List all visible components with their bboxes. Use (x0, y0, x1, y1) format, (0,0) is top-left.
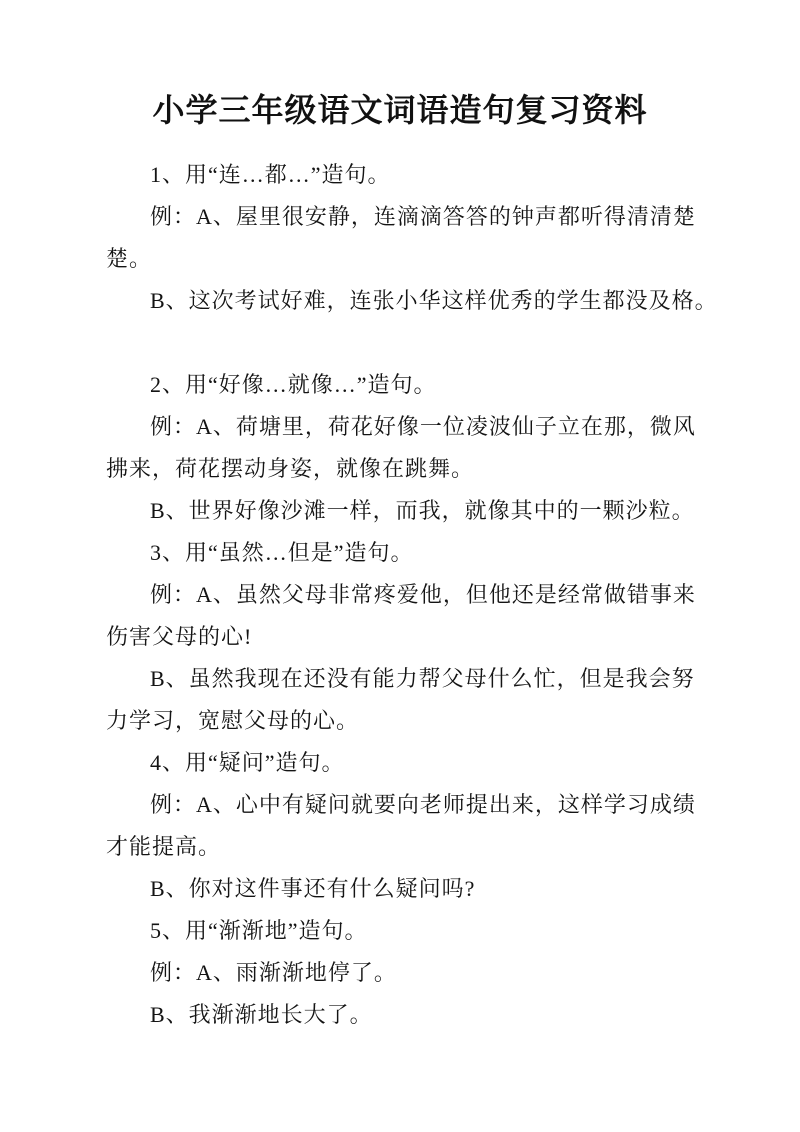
text-line: 2、用“好像…就像…”造句。 (150, 372, 437, 397)
paragraph (106, 742, 706, 784)
paragraph (106, 574, 706, 658)
text-line: B、虽然我现在还没有能力帮父母什么忙，但是我会努 (150, 666, 695, 691)
paragraph (106, 868, 706, 910)
blank-line (106, 322, 706, 364)
page-title: 小学三年级语文词语造句复习资料 (152, 92, 648, 128)
text-line: 例：A、雨渐渐地停了。 (150, 960, 397, 985)
paragraph (106, 154, 706, 196)
text-line: B、世界好像沙滩一样，而我，就像其中的一颗沙粒。 (150, 498, 695, 523)
paragraph (106, 994, 706, 1036)
text-line: 例：A、屋里很安静，连滴滴答答的钟声都听得清清楚 (150, 204, 696, 229)
text-line: 力学习，宽慰父母的心。 (106, 708, 360, 733)
paragraph (106, 490, 706, 532)
text-line: B、这次考试好难，连张小华这样优秀的学生都没及格。 (150, 288, 718, 313)
paragraph (106, 364, 706, 406)
paragraph (106, 910, 706, 952)
paragraph (106, 196, 706, 280)
text-line: 伤害父母的心! (106, 624, 253, 649)
paragraph (106, 784, 706, 868)
text-line: 例：A、荷塘里，荷花好像一位凌波仙子立在那，微风 (150, 414, 696, 439)
text-line: 拂来，荷花摆动身姿，就像在跳舞。 (106, 456, 475, 481)
paragraph (106, 406, 706, 490)
text-line: 才能提高。 (106, 834, 222, 859)
paragraph (106, 952, 706, 994)
text-line: 楚。 (106, 246, 153, 271)
text-line: 3、用“虽然…但是”造句。 (150, 540, 414, 565)
text-line: B、我渐渐地长大了。 (150, 1002, 373, 1027)
text-line: 4、用“疑问”造句。 (150, 750, 345, 775)
text-line: 例：A、心中有疑问就要向老师提出来，这样学习成绩 (150, 792, 696, 817)
paragraph (106, 280, 718, 322)
paragraph (106, 532, 706, 574)
text-line: B、你对这件事还有什么疑问吗? (150, 876, 476, 901)
paragraph (106, 658, 706, 742)
text-line: 例：A、虽然父母非常疼爱他，但他还是经常做错事来 (150, 582, 696, 607)
document-body (106, 154, 718, 1036)
text-line: 1、用“连…都…”造句。 (150, 162, 391, 187)
text-line: 5、用“渐渐地”造句。 (150, 918, 368, 943)
